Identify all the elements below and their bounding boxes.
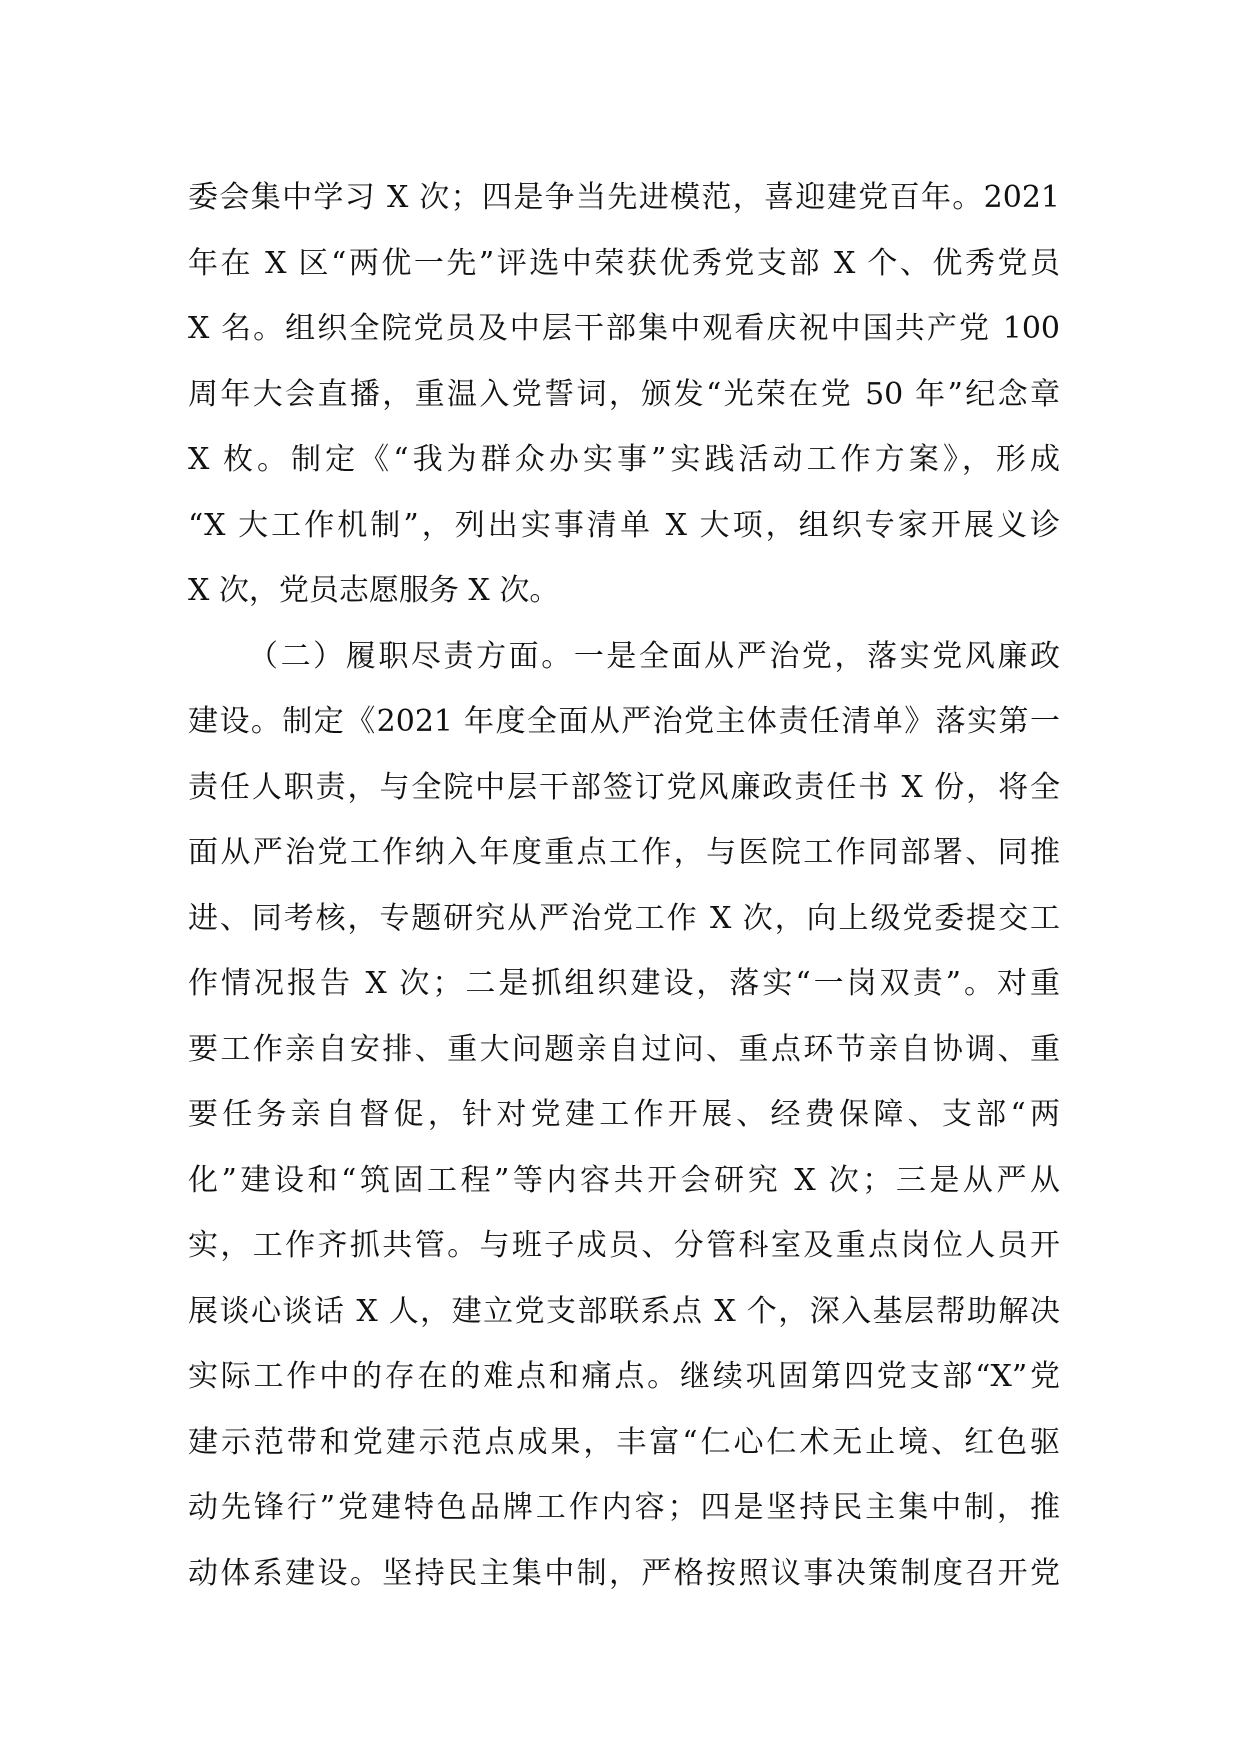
text-line: 实，工作齐抓共管。与班子成员、分管科室及重点岗位人员开 <box>188 1228 1060 1263</box>
body-text <box>188 165 1060 1606</box>
text-line: 动体系建设。坚持民主集中制，严格按照议事决策制度召开党 <box>188 1555 1060 1591</box>
text-line: （二）履职尽责方面。一是全面从严治党，落实党风廉政 <box>248 638 1060 674</box>
text-line: 建示范带和党建示范点成果，丰富“仁心仁术无止境、红色驱 <box>188 1424 1060 1460</box>
text-line: 建设。制定《2021 年度全面从严治党主体责任清单》落实第一 <box>188 704 1060 739</box>
text-line: X 次，党员志愿服务 X 次。 <box>188 573 560 608</box>
text-line: 动先锋行”党建特色品牌工作内容；四是坚持民主集中制，推 <box>188 1490 1060 1525</box>
text-line: “X 大工作机制”，列出实事清单 X 大项，组织专家开展义诊 <box>188 507 1060 543</box>
text-line: 化”建设和“筑固工程”等内容共开会研究 X 次；三是从严从 <box>188 1162 1060 1198</box>
text-line: 周年大会直播，重温入党誓词，颁发“光荣在党 50 年”纪念章 <box>188 376 1060 412</box>
text-line: 年在 X 区“两优一先”评选中荣获优秀党支部 X 个、优秀党员 <box>188 245 1060 281</box>
text-line: 委会集中学习 X 次；四是争当先进模范，喜迎建党百年。2021 <box>188 180 1060 215</box>
text-line: 作情况报告 X 次；二是抓组织建设，落实“一岗双责”。对重 <box>188 966 1060 1001</box>
text-line: X 枚。制定《“我为群众办实事”实践活动工作方案》，形成 <box>188 442 1060 477</box>
text-line: 要工作亲自安排、重大问题亲自过问、重点环节亲自协调、重 <box>188 1031 1060 1067</box>
text-line: 展谈心谈话 X 人，建立党支部联系点 X 个，深入基层帮助解决 <box>188 1293 1060 1329</box>
text-line: 实际工作中的存在的难点和痛点。继续巩固第四党支部“X”党 <box>188 1359 1060 1394</box>
text-line: 面从严治党工作纳入年度重点工作，与医院工作同部署、同推 <box>188 835 1060 870</box>
text-line: 责任人职责，与全院中层干部签订党风廉政责任书 X 份，将全 <box>188 769 1060 805</box>
text-line: 要任务亲自督促，针对党建工作开展、经费保障、支部“两 <box>188 1097 1060 1132</box>
text-line: X 名。组织全院党员及中层干部集中观看庆祝中国共产党 100 <box>188 311 1060 346</box>
text-line: 进、同考核，专题研究从严治党工作 X 次，向上级党委提交工 <box>188 900 1060 936</box>
